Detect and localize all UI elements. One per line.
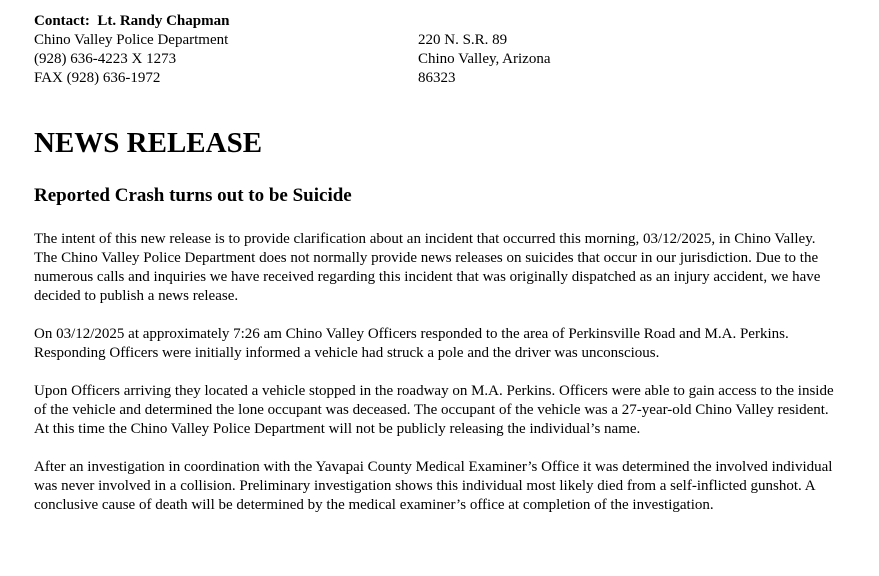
paragraph-4: After an investigation in coordination with the Yavapai County Medical Examiner’s Office it was determined the involved individual was never involved in a collision. Preliminary investigation shows this individual most likely died from a self-inflicted gunshot. A conclusive cause of death will be determined by the medical examiner’s office at completion of the investigation. bbox=[34, 459, 833, 513]
contact-phone: (928) 636-4223 X 1273 bbox=[34, 51, 177, 67]
paragraph-1: The intent of this new release is to provide clarification about an incident that occurred this morning, 03/12/2025, in Chino Valley. The Chino Valley Police Department does not normally provide news releases on suicides that occur in our jurisdiction. Due to the numerous calls and inquiries we have received regarding this incident that was originally dispatched as an injury accident, we have decided to publish a news release. bbox=[34, 231, 821, 304]
news-release-document bbox=[34, 12, 844, 513]
release-title: NEWS RELEASE bbox=[34, 127, 263, 159]
contact-department: Chino Valley Police Department bbox=[34, 32, 229, 48]
paragraph-2: On 03/12/2025 at approximately 7:26 am Chino Valley Officers responded to the area of Perkinsville Road and M.A. Perkins. Responding Officers were initially informed a vehicle had struck a pole and the driver was unconscious. bbox=[34, 326, 789, 361]
contact-left-column bbox=[34, 12, 229, 88]
contact-name: Lt. Randy Chapman bbox=[97, 13, 230, 29]
paragraph-3: Upon Officers arriving they located a vehicle stopped in the roadway on M.A. Perkins. Officers were able to gain access to the inside of the vehicle and determined the lone occupant was deceased. The occupant of the vehicle was a 27-year-old Chino Valley resident. At this time the Chino Valley Police Department will not be publicly releasing the individual’s name. bbox=[34, 383, 834, 437]
contact-fax: FAX (928) 636-1972 bbox=[34, 70, 161, 86]
headline: Reported Crash turns out to be Suicide bbox=[34, 185, 352, 206]
address-zip: 86323 bbox=[418, 70, 456, 86]
address-street: 220 N. S.R. 89 bbox=[418, 32, 508, 48]
contact-heading bbox=[34, 12, 229, 31]
address-column bbox=[418, 31, 550, 88]
contact-label: Contact: bbox=[34, 13, 90, 29]
release-body bbox=[34, 230, 834, 534]
contact-block bbox=[34, 12, 844, 92]
address-city-state: Chino Valley, Arizona bbox=[418, 51, 551, 67]
